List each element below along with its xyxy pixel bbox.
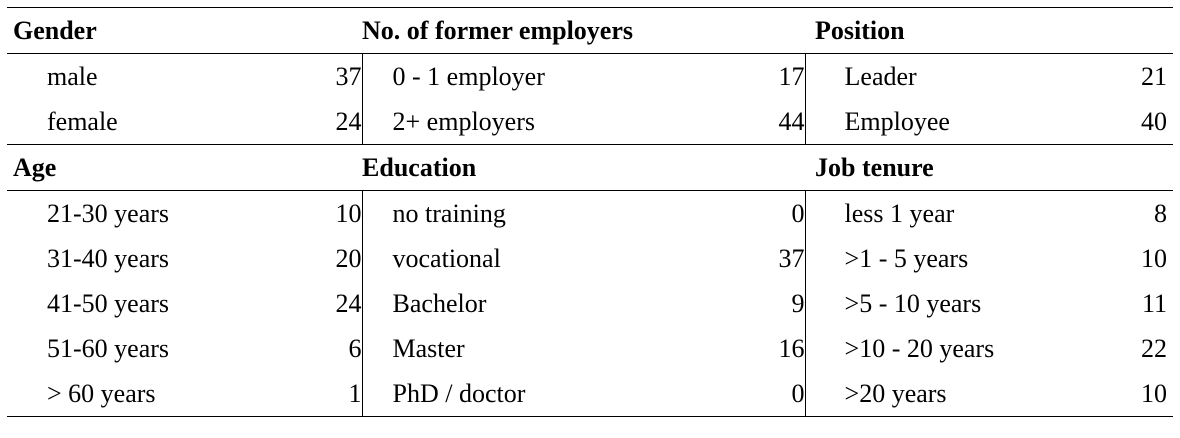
row-value: 21 (1141, 61, 1168, 91)
table-row (7, 371, 1173, 417)
row-value: 37 (219, 54, 362, 100)
table-row (7, 281, 1173, 326)
row-label: less 1 year (844, 198, 955, 228)
row-label: no training (392, 198, 506, 228)
table-row (7, 99, 1173, 145)
row-value: 22 (1141, 333, 1168, 363)
row-value: 10 (1025, 371, 1173, 417)
row-value: 17 (643, 54, 805, 100)
row-value: 0 (643, 371, 805, 417)
row-value: 24 (219, 99, 362, 145)
row-value: 40 (1141, 106, 1168, 136)
table-row (7, 326, 1173, 371)
row-value: 8 (1154, 198, 1168, 228)
group-heading-former-employers: No. of former employers (362, 8, 805, 54)
row-value: 1 (219, 371, 362, 417)
row-value: 0 (643, 191, 805, 237)
row-label: male (47, 61, 98, 91)
row-value: 9 (643, 281, 805, 326)
row-label: >20 years (805, 371, 1025, 417)
row-value: 10 (219, 191, 362, 237)
row-label: Master (392, 333, 465, 363)
table-row (7, 236, 1173, 281)
group-heading-position: Position (805, 8, 1173, 54)
group-heading-education: Education (362, 145, 805, 191)
header-row (7, 8, 1173, 54)
row-label: Employee (844, 106, 950, 136)
row-value: 37 (643, 236, 805, 281)
row-value: 11 (1142, 288, 1168, 318)
row-label: > 60 years (7, 371, 219, 417)
row-label: Leader (844, 61, 917, 91)
group-heading-age: Age (7, 145, 362, 191)
row-label: 41-50 years (47, 288, 170, 318)
row-label: vocational (392, 243, 501, 273)
row-label: PhD / doctor (362, 371, 643, 417)
row-value: 44 (643, 99, 805, 145)
group-heading-job-tenure: Job tenure (805, 145, 1173, 191)
row-label: >1 - 5 years (844, 243, 969, 273)
row-label: 31-40 years (47, 243, 170, 273)
row-label: Bachelor (392, 288, 487, 318)
row-label: 51-60 years (47, 333, 170, 363)
row-label: female (47, 106, 118, 136)
row-value: 10 (1141, 243, 1168, 273)
row-value: 16 (643, 326, 805, 371)
row-label: >5 - 10 years (844, 288, 982, 318)
demographics-table (7, 7, 1173, 417)
table-row (7, 54, 1173, 100)
row-value: 6 (219, 326, 362, 371)
group-heading-gender: Gender (7, 8, 362, 54)
row-value: 24 (219, 281, 362, 326)
row-label: 2+ employers (392, 106, 535, 136)
header-row (7, 145, 1173, 191)
row-value: 20 (219, 236, 362, 281)
row-label: 21-30 years (47, 198, 170, 228)
table-row (7, 191, 1173, 237)
row-label: 0 - 1 employer (392, 61, 545, 91)
row-label: >10 - 20 years (844, 333, 995, 363)
